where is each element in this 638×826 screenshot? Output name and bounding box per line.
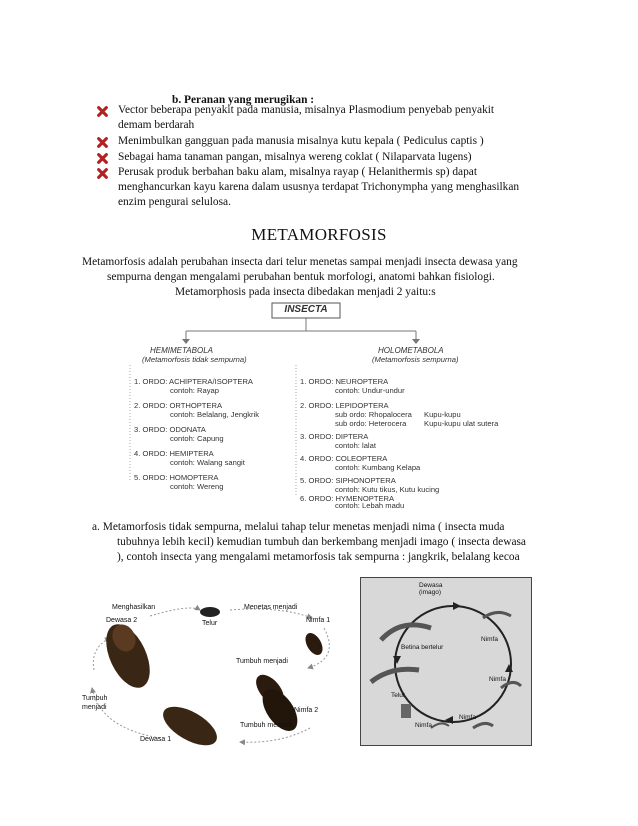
right-contoh: contoh: Kutu tikus, Kutu kucing (335, 485, 440, 494)
right-ordo: 6. ORDO: HYMENOPTERA (300, 494, 395, 503)
grasshopper-cycle-graphic (361, 578, 531, 745)
cycle-label: Nimfa (481, 636, 498, 643)
cross-bullet-icon (97, 137, 108, 148)
cycle-label: Dewasa 2 (106, 617, 138, 624)
cycle-label: Tumbuh menjadi (236, 658, 288, 665)
cycle-label: Dewasa (419, 582, 443, 589)
bullet-text: menghancurkan kayu karena dalam ususnya terdapat Trichonympha yang menghasilkan (118, 181, 520, 193)
point-a-line: a. Metamorfosis tidak sempurna, melalui tahap telur menetas menjadi nima ( insecta muda (92, 521, 505, 533)
right-ordo: 3. ORDO: DIPTERA (300, 432, 369, 441)
right-contoh: contoh: Undur-undur (335, 386, 405, 395)
page-title: METAMORFOSIS (251, 225, 387, 244)
cycle-label: Tumbuh menjadi (82, 695, 108, 711)
insecta-classification-diagram (124, 301, 514, 503)
cockroach-life-cycle-image (80, 598, 342, 746)
intro-line: Metamorphosis pada insecta dibedakan menjadi 2 yaitu:s (175, 286, 436, 298)
right-ordo: 4. ORDO: COLEOPTERA (300, 454, 388, 463)
cycle-label: Telur (391, 692, 406, 699)
left-ordo: 4. ORDO: HEMIPTERA (134, 449, 214, 458)
cycle-label: Nimfa 2 (294, 707, 319, 714)
left-contoh: contoh: Walang sangit (170, 458, 245, 467)
right-note: Kupu-kupu ulat sutera (424, 419, 499, 428)
cycle-label: Telur (202, 620, 218, 627)
bullet-text: demam berdarah (118, 119, 195, 131)
section-heading: b. Peranan yang merugikan : (172, 94, 315, 106)
bullet-text: Vector beberapa penyakit pada manusia, misalnya Plasmodium penyebab penyakit (118, 104, 495, 116)
intro-line: sempurna dengan mengalami perubahan bentuk morfologi, anatomi bahkan fisiologi. (107, 271, 495, 283)
right-note: Kupu-kupu (424, 410, 461, 419)
bullet-text: Perusak produk berbahan baku alam, misalnya rayap ( Helanithermis sp) dapat (118, 166, 478, 178)
right-contoh: sub ordo: Heterocera (335, 419, 407, 428)
right-contoh: contoh: Kumbang Kelapa (335, 463, 421, 472)
cross-bullet-icon (97, 168, 108, 179)
holometabola-title: HOLOMETABOLA (378, 346, 444, 355)
cycle-label: Menghasilkan (112, 604, 156, 611)
grasshopper-life-cycle-image (360, 577, 532, 746)
right-ordo: 5. ORDO: SIPHONOPTERA (300, 476, 396, 485)
right-contoh: contoh: Lebah madu (335, 501, 405, 510)
cycle-label: Nimfa 1 (306, 617, 331, 624)
bullet-text: Sebagai hama tanaman pangan, misalnya wereng coklat ( Nilaparvata lugens) (118, 151, 472, 163)
insecta-root-label: INSECTA (284, 304, 328, 315)
left-contoh: contoh: Capung (170, 434, 224, 443)
right-contoh: contoh: lalat (335, 441, 376, 450)
cycle-label: Tumbuh menjadi (240, 722, 292, 729)
cycle-label: (imago) (419, 589, 442, 596)
point-a-line: tubuhnya lebih kecil) kemudian tumbuh dan berkembang menjadi imago ( insecta dewasa (117, 536, 526, 548)
cycle-label: Dewasa 1 (140, 736, 172, 743)
left-ordo: 1. ORDO: ACHIPTERA/ISOPTERA (134, 377, 253, 386)
intro-line: Metamorfosis adalah perubahan insecta dari telur menetas sampai menjadi insecta dewasa yang (82, 256, 518, 268)
bullet-text: Menimbulkan gangguan pada manusia misalnya kutu kepala ( Pediculus captis ) (118, 135, 484, 147)
right-ordo: 1. ORDO: NEUROPTERA (300, 377, 389, 386)
cycle-label: Menetas menjadi (244, 604, 298, 611)
left-contoh: contoh: Wereng (170, 482, 224, 491)
cycle-label: Betina bertelur (401, 644, 444, 651)
left-contoh: contoh: Rayap (170, 386, 219, 395)
cross-bullet-icon (97, 106, 108, 117)
cycle-label: Nimfa (489, 676, 506, 683)
hemimetabola-subtitle: (Metamorfosis tidak sempurna) (142, 355, 247, 364)
left-ordo: 5. ORDO: HOMOPTERA (134, 473, 219, 482)
left-ordo: 2. ORDO: ORTHOPTERA (134, 401, 223, 410)
cycle-label: Nimfa (459, 714, 476, 721)
cycle-label: Nimfa (415, 722, 432, 729)
cross-bullet-icon (97, 153, 108, 164)
hemimetabola-title: HEMIMETABOLA (150, 346, 213, 355)
bullet-text: enzim pengurai selulosa. (118, 196, 231, 208)
left-ordo: 3. ORDO: ODONATA (134, 425, 206, 434)
holometabola-subtitle: (Metamorfosis sempurna) (372, 355, 459, 364)
left-contoh: contoh: Belalang, Jengkrik (170, 410, 260, 419)
point-a-line: ), contoh insecta yang mengalami metamorfosis tak sempurna : jangkrik, belalang kecoa (117, 551, 520, 563)
right-ordo: 2. ORDO: LEPIDOPTERA (300, 401, 389, 410)
right-contoh: sub ordo: Rhopalocera (335, 410, 412, 419)
